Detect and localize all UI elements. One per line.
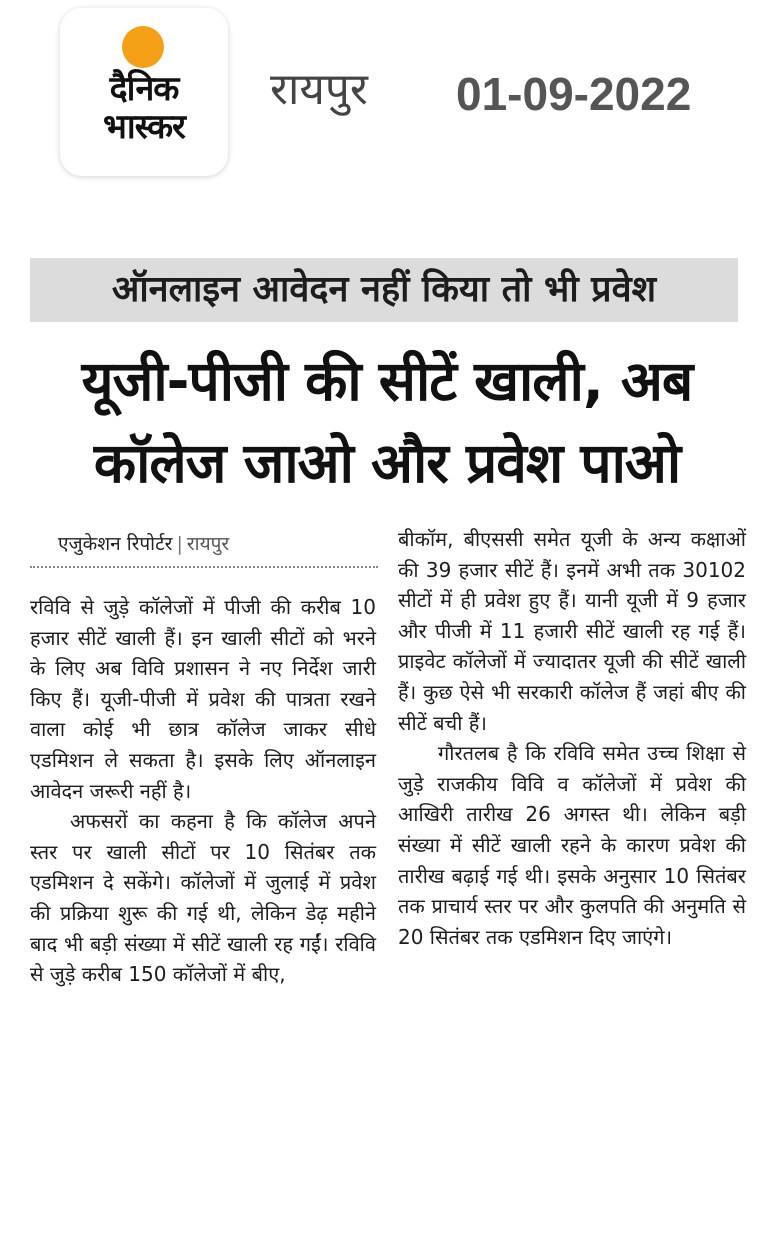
byline-reporter: एजुकेशन रिपोर्टर <box>58 533 173 555</box>
logo-text-line2: भास्कर <box>103 107 185 147</box>
article-paragraph: गौरतलब है कि रविवि समेत उच्च शिक्षा से जुड़े राजकीय विवि व कॉलेजों में प्रवेश की आखिरी तारीख 26 अगस्त थी। लेकिन बड़ी संख्या में सीटें खाली रहने के कारण प्रवेश की तारीख बढ़ाई गई थी। इसके अनुसार 10 सितंबर तक प्राचार्य स्तर पर और कुलपति की अनुमति से 20 सितंबर तक एडमिशन दिए जाएंगे। <box>398 741 746 949</box>
edition-city: रायपुर <box>270 64 368 115</box>
article-column-left <box>30 592 376 990</box>
byline <box>58 530 378 558</box>
byline-city: रायपुर <box>186 533 230 555</box>
article-column-right <box>398 524 746 952</box>
article-paragraph: बीकॉम, बीएससी समेत यूजी के अन्य कक्षाओं की 39 हजार सीटें हैं। इनमें अभी तक 30102 सीटों में ही प्रवेश हुए हैं। यानी यूजी में 9 हजार और पीजी में 11 हजारी सीटें खाली रह गई हैं। प्राइवेट कॉलेजों में ज्यादातर यूजी की सीटें खाली हैं। कुछ ऐसे भी सरकारी कॉलेज हैं जहां बीए की सीटें बची हैं। <box>398 527 746 735</box>
article-kicker: ऑनलाइन आवेदन नहीं किया तो भी प्रवेश <box>30 258 738 322</box>
headline-line1: यूजी-पीजी की सीटें खाली, अब <box>81 349 693 413</box>
sun-icon <box>122 26 164 68</box>
article-headline <box>20 340 754 504</box>
headline-line2: कॉलेज जाओ और प्रवेश पाओ <box>93 431 681 495</box>
article-paragraph: रविवि से जुड़े कॉलेजों में पीजी की करीब 10 हजार सीटें खाली हैं। इन खाली सीटों को भरने के लिए अब विवि प्रशासन ने नए निर्देश जारी किए हैं। यूजी-पीजी में प्रवेश की पात्रता रखने वाला कोई भी छात्र कॉलेज जाकर सीधे एडमिशन ले सकता है। इसके लिए ऑनलाइन आवेदन जरूरी नहीं है। <box>30 595 376 803</box>
byline-separator: | <box>176 533 183 555</box>
edition-date: 01-09-2022 <box>456 68 692 120</box>
article-paragraph: अफसरों का कहना है कि कॉलेज अपने स्तर पर खाली सीटों पर 10 सितंबर तक एडमिशन दे सकेंगे। कॉलेजों में जुलाई में प्रवेश की प्रक्रिया शुरू की गई थी, लेकिन डेढ़ महीने बाद भी बड़ी संख्या में सीटें खाली रह गईं। रविवि से जुड़े करीब 150 कॉलेजों में बीए, <box>30 809 376 987</box>
byline-divider <box>30 566 378 568</box>
logo-text-line1: दैनिक <box>109 69 179 109</box>
dainik-bhaskar-logo <box>60 8 228 176</box>
